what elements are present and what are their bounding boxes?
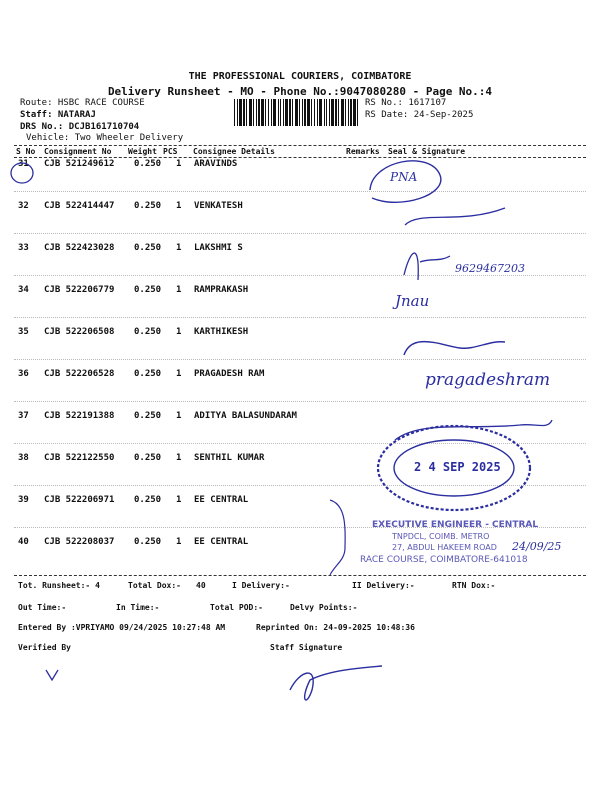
row-weight: 0.250 bbox=[134, 159, 162, 169]
staff-label: Staff: NATARAJ bbox=[20, 110, 96, 120]
total-runsheet: Tot. Runsheet:- 4 bbox=[18, 581, 100, 590]
staff-signature-scribble bbox=[290, 666, 382, 700]
row-consignment: CJB 522191388 bbox=[44, 411, 115, 421]
row-consignment: CJB 522206508 bbox=[44, 327, 115, 337]
row-consignment: CJB 522414447 bbox=[44, 201, 115, 211]
col-sno: S No bbox=[16, 147, 36, 156]
row-pcs: 1 bbox=[176, 369, 182, 379]
office-stamp bbox=[374, 420, 534, 516]
row-pcs: 1 bbox=[176, 495, 182, 505]
row-consignee: ADITYA BALASUNDARAM bbox=[194, 411, 297, 421]
row-weight: 0.250 bbox=[134, 453, 162, 463]
delvy-points: Delvy Points:- bbox=[290, 603, 358, 612]
row-consignment: CJB 522206528 bbox=[44, 369, 115, 379]
row-consignee: LAKSHMI S bbox=[194, 243, 243, 253]
col-remarks: Remarks bbox=[346, 147, 380, 156]
drs-number: DRS No.: DCJB161710704 bbox=[20, 122, 140, 132]
in-time: In Time:- bbox=[116, 603, 160, 612]
vehicle-label: Vehicle: Two Wheeler Delivery bbox=[26, 133, 184, 143]
staff-signature-label: Staff Signature bbox=[270, 643, 343, 652]
signature-32 bbox=[405, 208, 505, 225]
row-consignment: CJB 522423028 bbox=[44, 243, 115, 253]
rtn-dox: RTN Dox:- bbox=[452, 581, 496, 590]
col-consignee: Consignee Details bbox=[193, 147, 275, 156]
row-sno: 32 bbox=[18, 201, 29, 211]
stamp-line-3: 27, ABDUL HAKEEM ROAD bbox=[392, 543, 497, 552]
row-31-circle-mark bbox=[11, 163, 33, 183]
row-sno: 34 bbox=[18, 285, 29, 295]
rs-date: RS Date: 24-Sep-2025 bbox=[365, 110, 474, 120]
row-sno: 40 bbox=[18, 537, 29, 547]
row-sno: 39 bbox=[18, 495, 29, 505]
row-pcs: 1 bbox=[176, 201, 182, 211]
signature-31: PNA bbox=[390, 170, 418, 184]
ii-delivery: II Delivery:- bbox=[352, 581, 415, 590]
row-pcs: 1 bbox=[176, 411, 182, 421]
row-consignee: VENKATESH bbox=[194, 201, 243, 211]
row-pcs: 1 bbox=[176, 537, 182, 547]
row-consignee: EE CENTRAL bbox=[194, 495, 249, 505]
signature-36: pragadeshram bbox=[425, 370, 551, 390]
row-weight: 0.250 bbox=[134, 537, 162, 547]
row-consignee: ARAVINDS bbox=[194, 159, 238, 169]
col-seal: Seal & Signature bbox=[388, 147, 466, 156]
bracket-mark bbox=[330, 500, 345, 575]
row-weight: 0.250 bbox=[134, 285, 162, 295]
company-name: THE PROFESSIONAL COURIERS, COIMBATORE bbox=[188, 71, 412, 82]
row-weight: 0.250 bbox=[134, 327, 162, 337]
verified-tick bbox=[46, 670, 58, 680]
signature-33 bbox=[404, 253, 450, 280]
row-consignee: RAMPRAKASH bbox=[194, 285, 249, 295]
row-consignee: EE CENTRAL bbox=[194, 537, 249, 547]
row-consignment: CJB 521249612 bbox=[44, 159, 115, 169]
stamp-date: 2 4 SEP 2025 bbox=[414, 460, 501, 474]
row-pcs: 1 bbox=[176, 159, 182, 169]
row-sno: 36 bbox=[18, 369, 29, 379]
rs-number: RS No.: 1617107 bbox=[365, 98, 447, 108]
row-weight: 0.250 bbox=[134, 243, 162, 253]
date-note: 24/09/25 bbox=[512, 540, 562, 553]
row-pcs: 1 bbox=[176, 453, 182, 463]
row-consignee: SENTHIL KUMAR bbox=[194, 453, 265, 463]
col-consignment: Consignment No bbox=[44, 147, 112, 156]
row-sno: 31 bbox=[18, 159, 29, 169]
row-weight: 0.250 bbox=[134, 201, 162, 211]
entered-by: Entered By :VPRIYAMO 09/24/2025 10:27:48 AM bbox=[18, 623, 226, 632]
row-sno: 35 bbox=[18, 327, 29, 337]
stamp-line-1: EXECUTIVE ENGINEER - CENTRAL bbox=[372, 520, 539, 530]
row-sno: 33 bbox=[18, 243, 29, 253]
col-pcs: PCS bbox=[163, 147, 178, 156]
stamp-line-2: TNPDCL, COIMB. METRO bbox=[392, 532, 490, 541]
i-delivery: I Delivery:- bbox=[232, 581, 290, 590]
phone-note-33: 9629467203 bbox=[455, 262, 525, 275]
route-label: Route: HSBC RACE COURSE bbox=[20, 98, 145, 108]
reprinted-on: Reprinted On: 24-09-2025 10:48:36 bbox=[256, 623, 415, 632]
row-sno: 37 bbox=[18, 411, 29, 421]
row-pcs: 1 bbox=[176, 243, 182, 253]
signature-35 bbox=[404, 342, 505, 355]
row-weight: 0.250 bbox=[134, 369, 162, 379]
out-time: Out Time:- bbox=[18, 603, 67, 612]
row-weight: 0.250 bbox=[134, 411, 162, 421]
row-sno: 38 bbox=[18, 453, 29, 463]
runsheet-title: Delivery Runsheet - MO - Phone No.:9047080280 - Page No.:4 bbox=[107, 85, 493, 98]
row-pcs: 1 bbox=[176, 285, 182, 295]
row-consignment: CJB 522206779 bbox=[44, 285, 115, 295]
signature-34: Jnau bbox=[395, 292, 430, 310]
row-consignment: CJB 522206971 bbox=[44, 495, 115, 505]
row-consignment: CJB 522208037 bbox=[44, 537, 115, 547]
row-consignment: CJB 522122550 bbox=[44, 453, 115, 463]
row-weight: 0.250 bbox=[134, 495, 162, 505]
row-pcs: 1 bbox=[176, 327, 182, 337]
stamp-line-4: RACE COURSE, COIMBATORE-641018 bbox=[360, 555, 528, 565]
total-dox-label: Total Dox:- bbox=[128, 581, 181, 590]
row-consignee: KARTHIKESH bbox=[194, 327, 249, 337]
total-dox-value: 40 bbox=[196, 581, 206, 590]
row-consignee: PRAGADESH RAM bbox=[194, 369, 265, 379]
col-weight: Weight bbox=[128, 147, 157, 156]
total-pod: Total POD:- bbox=[210, 603, 263, 612]
verified-by: Verified By bbox=[18, 643, 71, 652]
